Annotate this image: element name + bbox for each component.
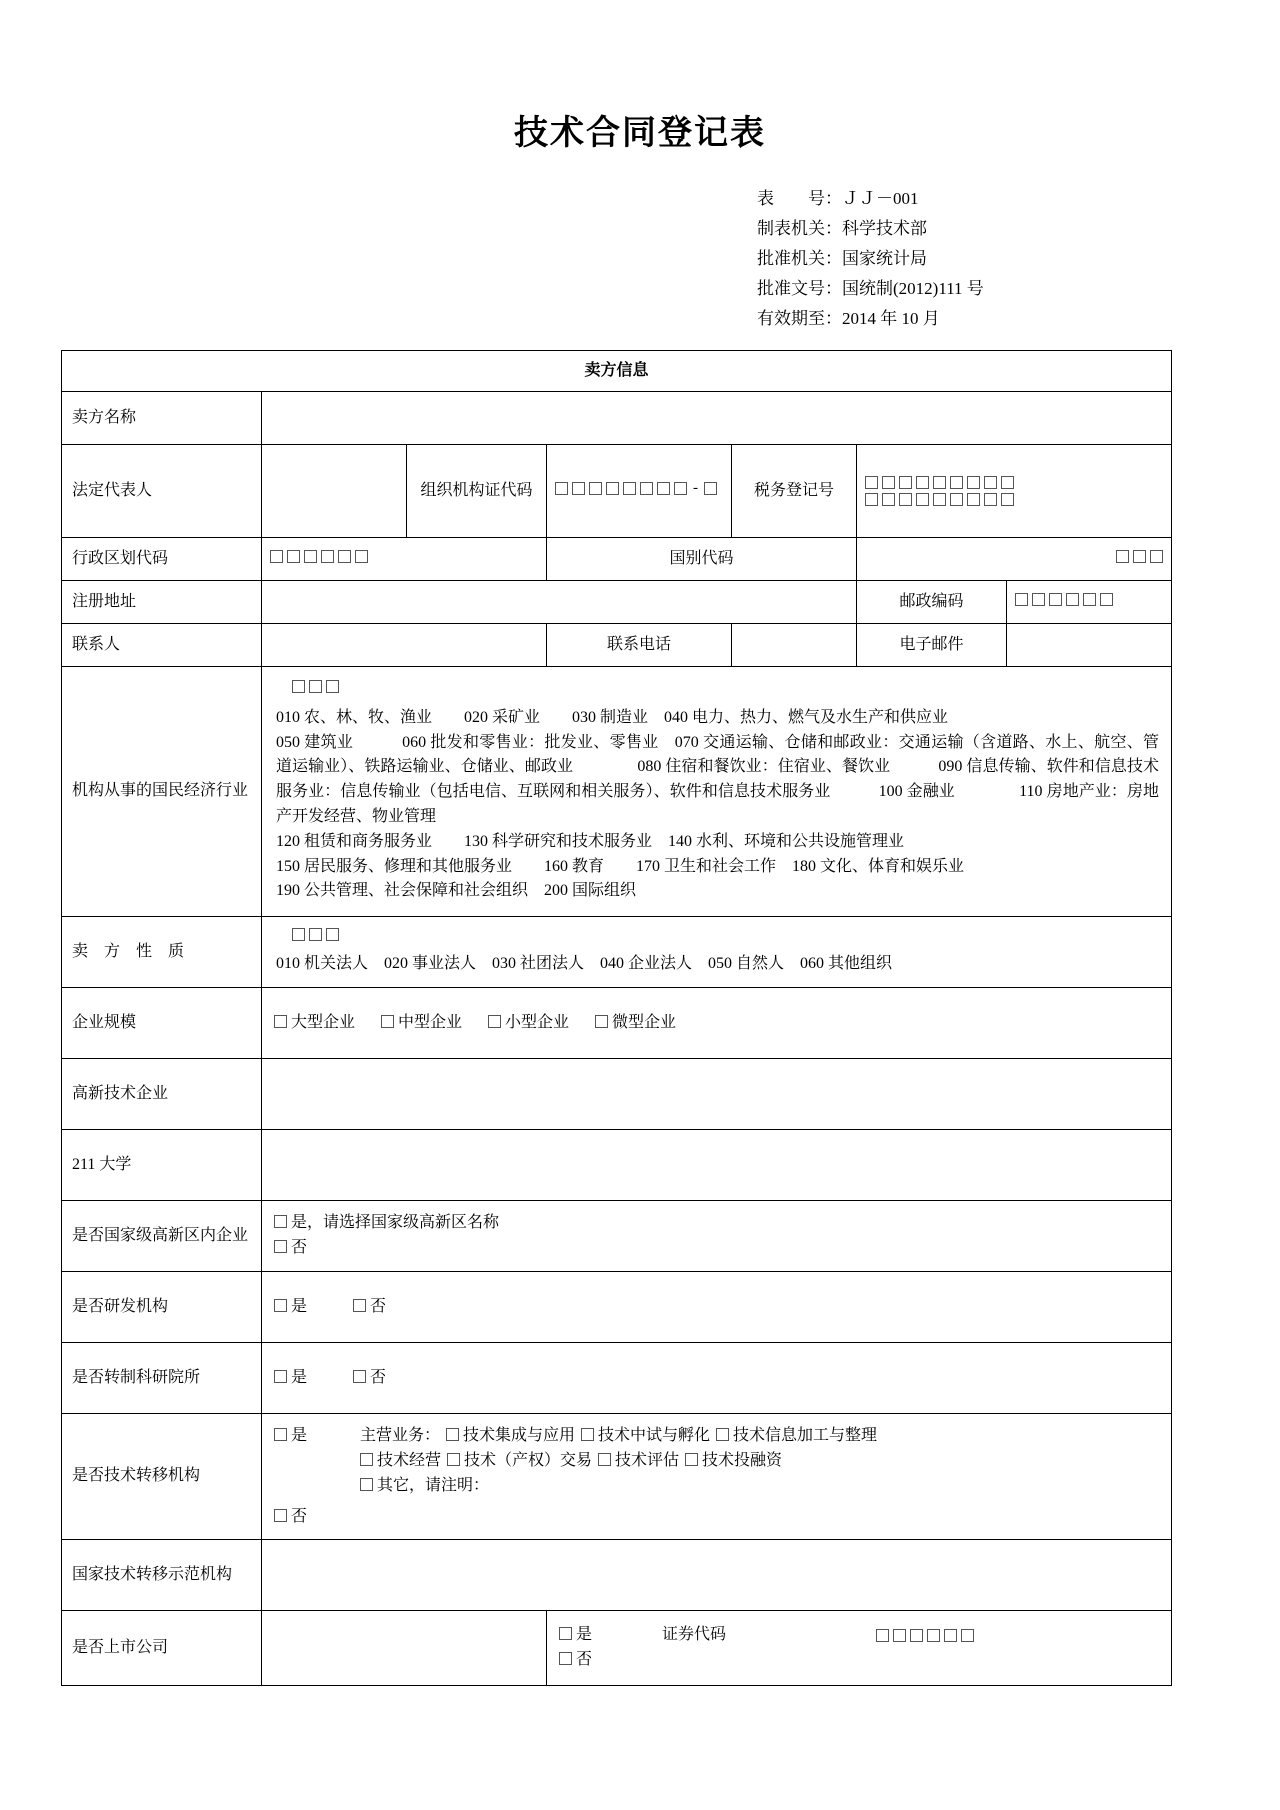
input-enterprise-scale[interactable] <box>262 988 1172 1059</box>
tech-transfer-options-row <box>360 1474 1159 1499</box>
checkbox-cell[interactable] <box>674 482 687 495</box>
table-row <box>62 581 1172 624</box>
option-hi-tech-zone-no[interactable] <box>274 1236 1159 1261</box>
meta-form-number <box>757 184 919 214</box>
input-seller-nature[interactable] <box>262 917 1172 988</box>
checkbox-cell[interactable] <box>292 928 305 941</box>
checkbox-cell[interactable] <box>1150 550 1163 563</box>
input-is-tech-transfer-org[interactable] <box>262 1414 1172 1540</box>
label-is-tech-transfer-org: 是否技术转移机构 <box>62 1414 262 1540</box>
option-label: 技术投融资 <box>702 1451 783 1469</box>
table-row <box>62 1414 1172 1540</box>
meta-approval-authority <box>757 244 927 274</box>
checkbox-cell[interactable] <box>1015 593 1028 606</box>
checkbox-cell[interactable] <box>961 1629 974 1642</box>
option-rd-no[interactable] <box>353 1295 386 1320</box>
industry-options-text <box>276 706 1159 904</box>
checkbox-cell[interactable] <box>893 1629 906 1642</box>
checkbox-cell[interactable] <box>950 493 963 506</box>
checkbox-cell[interactable] <box>882 476 895 489</box>
label-contact-person: 联系人 <box>62 624 262 667</box>
option-label: 中型企业 <box>398 1013 463 1031</box>
label-admin-division-code: 行政区划代码 <box>62 538 262 581</box>
option-tech-assessment[interactable] <box>598 1449 679 1474</box>
seller-nature-options: 010 机关法人 020 事业法人 030 社团法人 040 企业法人 050 自然人 060 其他组织 <box>276 955 893 973</box>
checkbox-cell[interactable] <box>916 493 929 506</box>
meta-approval-number <box>757 274 984 304</box>
checkbox-icon[interactable] <box>274 1299 287 1312</box>
input-admin-division-code[interactable] <box>262 538 547 581</box>
label-registered-address: 注册地址 <box>62 581 262 624</box>
table-row <box>62 917 1172 988</box>
meta-value: 科学技术部 <box>842 219 927 238</box>
label-hi-tech-enterprise: 高新技术企业 <box>62 1059 262 1130</box>
page-title: 技术合同登记表 <box>514 114 766 152</box>
checkbox-cell[interactable] <box>967 493 980 506</box>
option-label: 否 <box>291 1507 308 1525</box>
option-tech-operation[interactable] <box>360 1449 441 1474</box>
checkbox-cell[interactable] <box>270 550 283 563</box>
checkbox-cell[interactable] <box>657 482 670 495</box>
input-country-code[interactable] <box>857 538 1172 581</box>
country-code-boxes[interactable] <box>1116 550 1163 563</box>
checkbox-cell[interactable] <box>865 493 878 506</box>
checkbox-icon[interactable] <box>716 1428 729 1441</box>
table-row <box>62 1201 1172 1272</box>
table-row <box>62 351 1172 392</box>
checkbox-cell[interactable] <box>287 550 300 563</box>
checkbox-cell[interactable] <box>1083 593 1096 606</box>
input-listed-company-blank[interactable] <box>262 1611 547 1686</box>
input-contact-person[interactable] <box>262 624 547 667</box>
checkbox-cell[interactable] <box>326 928 339 941</box>
checkbox-cell[interactable] <box>555 482 568 495</box>
meta-label: 有效期至： <box>757 309 842 328</box>
checkbox-cell[interactable] <box>882 493 895 506</box>
input-is-restructured-institute[interactable] <box>262 1343 1172 1414</box>
option-label: 大型企业 <box>291 1013 356 1031</box>
section-header-seller-info: 卖方信息 <box>62 351 1172 392</box>
checkbox-icon[interactable] <box>559 1627 572 1640</box>
option-label: 是 <box>576 1626 593 1644</box>
table-row <box>62 988 1172 1059</box>
checkbox-cell[interactable] <box>326 680 339 693</box>
option-large-enterprise[interactable] <box>274 1011 355 1036</box>
checkbox-cell[interactable] <box>589 482 602 495</box>
label-main-business: 主营业务： <box>360 1427 441 1445</box>
option-label: 否 <box>576 1651 593 1669</box>
label-industry-classification: 机构从事的国民经济行业 <box>62 667 262 917</box>
input-national-demo-org[interactable] <box>262 1540 1172 1611</box>
input-postal-code[interactable] <box>1007 581 1172 624</box>
checkbox-icon[interactable] <box>274 1428 287 1441</box>
option-tech-info-processing[interactable] <box>716 1424 877 1449</box>
option-label: 技术信息加工与整理 <box>733 1427 878 1445</box>
seller-information-table <box>61 350 1172 1686</box>
checkbox-icon[interactable] <box>274 1240 287 1253</box>
meta-value: 国家统计局 <box>842 249 927 268</box>
checkbox-cell[interactable] <box>1001 476 1014 489</box>
label-postal-code: 邮政编码 <box>857 581 1007 624</box>
checkbox-cell[interactable] <box>865 476 878 489</box>
label-seller-name: 卖方名称 <box>62 392 262 445</box>
label-is-listed-company: 是否上市公司 <box>62 1611 262 1686</box>
checkbox-cell[interactable] <box>933 493 946 506</box>
industry-code-boxes[interactable] <box>292 677 1159 702</box>
document-meta <box>757 184 1195 334</box>
option-label: 否 <box>370 1368 387 1386</box>
option-label: 技术中试与孵化 <box>598 1427 711 1445</box>
meta-issuing-authority <box>757 214 927 244</box>
table-row <box>62 1059 1172 1130</box>
meta-label: 制表机关： <box>757 219 842 238</box>
meta-label: 表 号： <box>757 189 842 208</box>
option-micro-enterprise[interactable] <box>595 1011 676 1036</box>
label-in-national-hi-tech-zone: 是否国家级高新区内企业 <box>62 1201 262 1272</box>
industry-line: 120 租赁和商务服务业 130 科学研究和技术服务业 140 水利、环境和公共设施管理业 <box>276 832 905 850</box>
option-tech-transfer-yes[interactable] <box>274 1424 360 1449</box>
checkbox-cell[interactable] <box>309 928 322 941</box>
table-row <box>62 624 1172 667</box>
checkbox-cell[interactable] <box>876 1629 889 1642</box>
checkbox-cell[interactable] <box>1100 593 1113 606</box>
tax-registration-row[interactable] <box>865 493 1163 506</box>
checkbox-cell[interactable] <box>984 476 997 489</box>
checkbox-cell[interactable] <box>304 550 317 563</box>
option-tech-transfer-no[interactable] <box>274 1505 1159 1530</box>
checkbox-icon[interactable] <box>360 1478 373 1491</box>
checkbox-cell[interactable] <box>640 482 653 495</box>
label-email: 电子邮件 <box>857 624 1007 667</box>
checkbox-icon[interactable] <box>447 1453 460 1466</box>
label-org-code: 组织机构证代码 <box>407 445 547 538</box>
label-contact-phone: 联系电话 <box>547 624 732 667</box>
checkbox-icon[interactable] <box>488 1015 501 1028</box>
checkbox-cell[interactable] <box>916 476 929 489</box>
checkbox-cell[interactable] <box>910 1629 923 1642</box>
checkbox-cell[interactable] <box>309 680 322 693</box>
checkbox-cell[interactable] <box>338 550 351 563</box>
option-medium-enterprise[interactable] <box>381 1011 462 1036</box>
checkbox-icon[interactable] <box>274 1015 287 1028</box>
input-email[interactable] <box>1007 624 1172 667</box>
table-row <box>62 1540 1172 1611</box>
meta-value: 2014 年 10 月 <box>842 309 940 328</box>
label-enterprise-scale: 企业规模 <box>62 988 262 1059</box>
table-row <box>62 667 1172 917</box>
input-is-listed-company[interactable] <box>547 1611 1172 1686</box>
input-legal-representative[interactable] <box>262 445 407 538</box>
table-row <box>62 1130 1172 1201</box>
tech-transfer-options-row <box>360 1424 1159 1449</box>
option-label: 否 <box>291 1239 308 1257</box>
checkbox-icon[interactable] <box>360 1453 373 1466</box>
checkbox-icon[interactable] <box>595 1015 608 1028</box>
securities-code-boxes[interactable] <box>876 1629 974 1642</box>
checkbox-icon[interactable] <box>353 1299 366 1312</box>
checkbox-cell[interactable] <box>704 482 717 495</box>
meta-label: 批准机关： <box>757 249 842 268</box>
option-listed-yes[interactable] <box>559 1623 592 1648</box>
option-label: 技术评估 <box>615 1451 680 1469</box>
label-is-restructured-institute: 是否转制科研院所 <box>62 1343 262 1414</box>
listed-company-no-line <box>559 1648 1159 1673</box>
input-industry-classification[interactable] <box>262 667 1172 917</box>
checkbox-cell[interactable] <box>1116 550 1129 563</box>
checkbox-icon[interactable] <box>274 1509 287 1522</box>
input-registered-address[interactable] <box>262 581 857 624</box>
option-label: 是 <box>291 1427 308 1445</box>
listed-company-yes-line <box>559 1623 1159 1648</box>
label-is-rd-institution: 是否研发机构 <box>62 1272 262 1343</box>
checkbox-icon[interactable] <box>274 1215 287 1228</box>
table-row <box>62 445 1172 538</box>
option-tech-integration[interactable] <box>446 1424 575 1449</box>
option-label: 是 <box>291 1297 308 1315</box>
checkbox-cell[interactable] <box>1133 550 1146 563</box>
label-securities-code: 证券代码 <box>662 1626 727 1644</box>
option-tech-pilot-incubation[interactable] <box>581 1424 710 1449</box>
option-label: 技术经营 <box>377 1451 442 1469</box>
checkbox-icon[interactable] <box>381 1015 394 1028</box>
input-org-code[interactable] <box>547 445 732 538</box>
table-row <box>62 1611 1172 1686</box>
input-tax-registration[interactable] <box>857 445 1172 538</box>
option-small-enterprise[interactable] <box>488 1011 569 1036</box>
org-code-boxes[interactable] <box>555 479 717 496</box>
table-row <box>62 538 1172 581</box>
checkbox-icon[interactable] <box>446 1428 459 1441</box>
option-tech-other[interactable] <box>360 1474 489 1499</box>
option-label: 小型企业 <box>505 1013 570 1031</box>
input-contact-phone[interactable] <box>732 624 857 667</box>
industry-line: 150 居民服务、修理和其他服务业 160 教育 170 卫生和社会工作 180 文化、体育和娱乐业 <box>276 857 965 875</box>
input-211-university[interactable] <box>262 1130 1172 1201</box>
input-in-national-hi-tech-zone[interactable] <box>262 1201 1172 1272</box>
checkbox-cell[interactable] <box>899 476 912 489</box>
industry-line: 010 农、林、牧、渔业 020 采矿业 030 制造业 040 电力、热力、燃气及水生产和供应业 <box>276 708 949 726</box>
tax-registration-boxes[interactable] <box>865 476 1163 506</box>
tech-transfer-yes-block <box>274 1424 1159 1498</box>
checkbox-cell[interactable] <box>984 493 997 506</box>
option-rd-yes[interactable] <box>274 1295 307 1320</box>
checkbox-cell[interactable] <box>899 493 912 506</box>
checkbox-cell[interactable] <box>944 1629 957 1642</box>
option-tech-property-trading[interactable] <box>447 1449 592 1474</box>
checkbox-icon[interactable] <box>581 1428 594 1441</box>
table-row <box>62 392 1172 445</box>
checkbox-cell[interactable] <box>967 476 980 489</box>
option-label: 是，请选择国家级高新区名称 <box>291 1214 500 1232</box>
checkbox-icon[interactable] <box>685 1453 698 1466</box>
checkbox-cell[interactable] <box>1001 493 1014 506</box>
admin-division-boxes[interactable] <box>270 550 368 563</box>
checkbox-icon[interactable] <box>274 1370 287 1383</box>
checkbox-cell[interactable] <box>606 482 619 495</box>
option-label: 是 <box>291 1368 308 1386</box>
checkbox-cell[interactable] <box>292 680 305 693</box>
industry-line: 190 公共管理、社会保障和社会组织 200 国际组织 <box>276 882 637 900</box>
tech-transfer-options-row <box>360 1449 1159 1474</box>
option-restructured-yes[interactable] <box>274 1366 307 1391</box>
tech-transfer-business-block <box>360 1424 1159 1498</box>
checkbox-cell[interactable] <box>355 550 368 563</box>
checkbox-cell[interactable] <box>321 550 334 563</box>
checkbox-icon[interactable] <box>559 1652 572 1665</box>
label-national-demo-org: 国家技术转移示范机构 <box>62 1540 262 1611</box>
option-hi-tech-zone-yes[interactable] <box>274 1211 1159 1236</box>
table-row <box>62 1272 1172 1343</box>
option-label: 否 <box>370 1297 387 1315</box>
option-restructured-no[interactable] <box>353 1366 386 1391</box>
option-tech-investment-financing[interactable] <box>685 1449 782 1474</box>
tax-registration-row[interactable] <box>865 476 1163 489</box>
meta-valid-until <box>757 304 940 334</box>
checkbox-icon[interactable] <box>598 1453 611 1466</box>
input-is-rd-institution[interactable] <box>262 1272 1172 1343</box>
option-label: 技术（产权）交易 <box>464 1451 593 1469</box>
option-listed-no[interactable] <box>559 1648 592 1673</box>
meta-value: ＪＪ－001 <box>842 189 919 208</box>
label-country-code: 国别代码 <box>547 538 857 581</box>
table-row <box>62 1343 1172 1414</box>
checkbox-icon[interactable] <box>353 1370 366 1383</box>
checkbox-cell[interactable] <box>1049 593 1062 606</box>
checkbox-cell[interactable] <box>623 482 636 495</box>
label-211-university: 211 大学 <box>62 1130 262 1201</box>
org-code-separator: - <box>693 479 698 496</box>
meta-value: 国统制(2012)111 号 <box>842 279 984 298</box>
checkbox-cell[interactable] <box>933 476 946 489</box>
option-label: 微型企业 <box>612 1013 677 1031</box>
input-seller-name[interactable] <box>262 392 1172 445</box>
industry-line: 050 建筑业 060 批发和零售业：批发业、零售业 070 交通运输、仓储和邮政业：交通运输（含道路、水上、航空、管道运输业）、铁路运输业、仓储业、邮政业 080 住宿和餐饮业：住宿业、餐饮业 090 信息传输、软件和信息技术服务业：信息传输业（包括电信、互联网和相关服务）、软件和信息技术服务业 100 金融业 110 房地产业：房地产开发经营、物业管理 <box>276 733 1160 825</box>
label-tax-registration: 税务登记号 <box>732 445 857 538</box>
checkbox-cell[interactable] <box>1066 593 1079 606</box>
checkbox-cell[interactable] <box>927 1629 940 1642</box>
option-label: 技术集成与应用 <box>463 1427 576 1445</box>
seller-nature-code-boxes[interactable] <box>292 925 1159 950</box>
checkbox-cell[interactable] <box>572 482 585 495</box>
label-seller-nature: 卖 方 性 质 <box>62 917 262 988</box>
checkbox-cell[interactable] <box>1032 593 1045 606</box>
option-label: 其它，请注明： <box>377 1476 490 1494</box>
postal-code-boxes[interactable] <box>1015 593 1113 606</box>
input-hi-tech-enterprise[interactable] <box>262 1059 1172 1130</box>
checkbox-cell[interactable] <box>950 476 963 489</box>
label-legal-representative: 法定代表人 <box>62 445 262 538</box>
meta-label: 批准文号： <box>757 279 842 298</box>
